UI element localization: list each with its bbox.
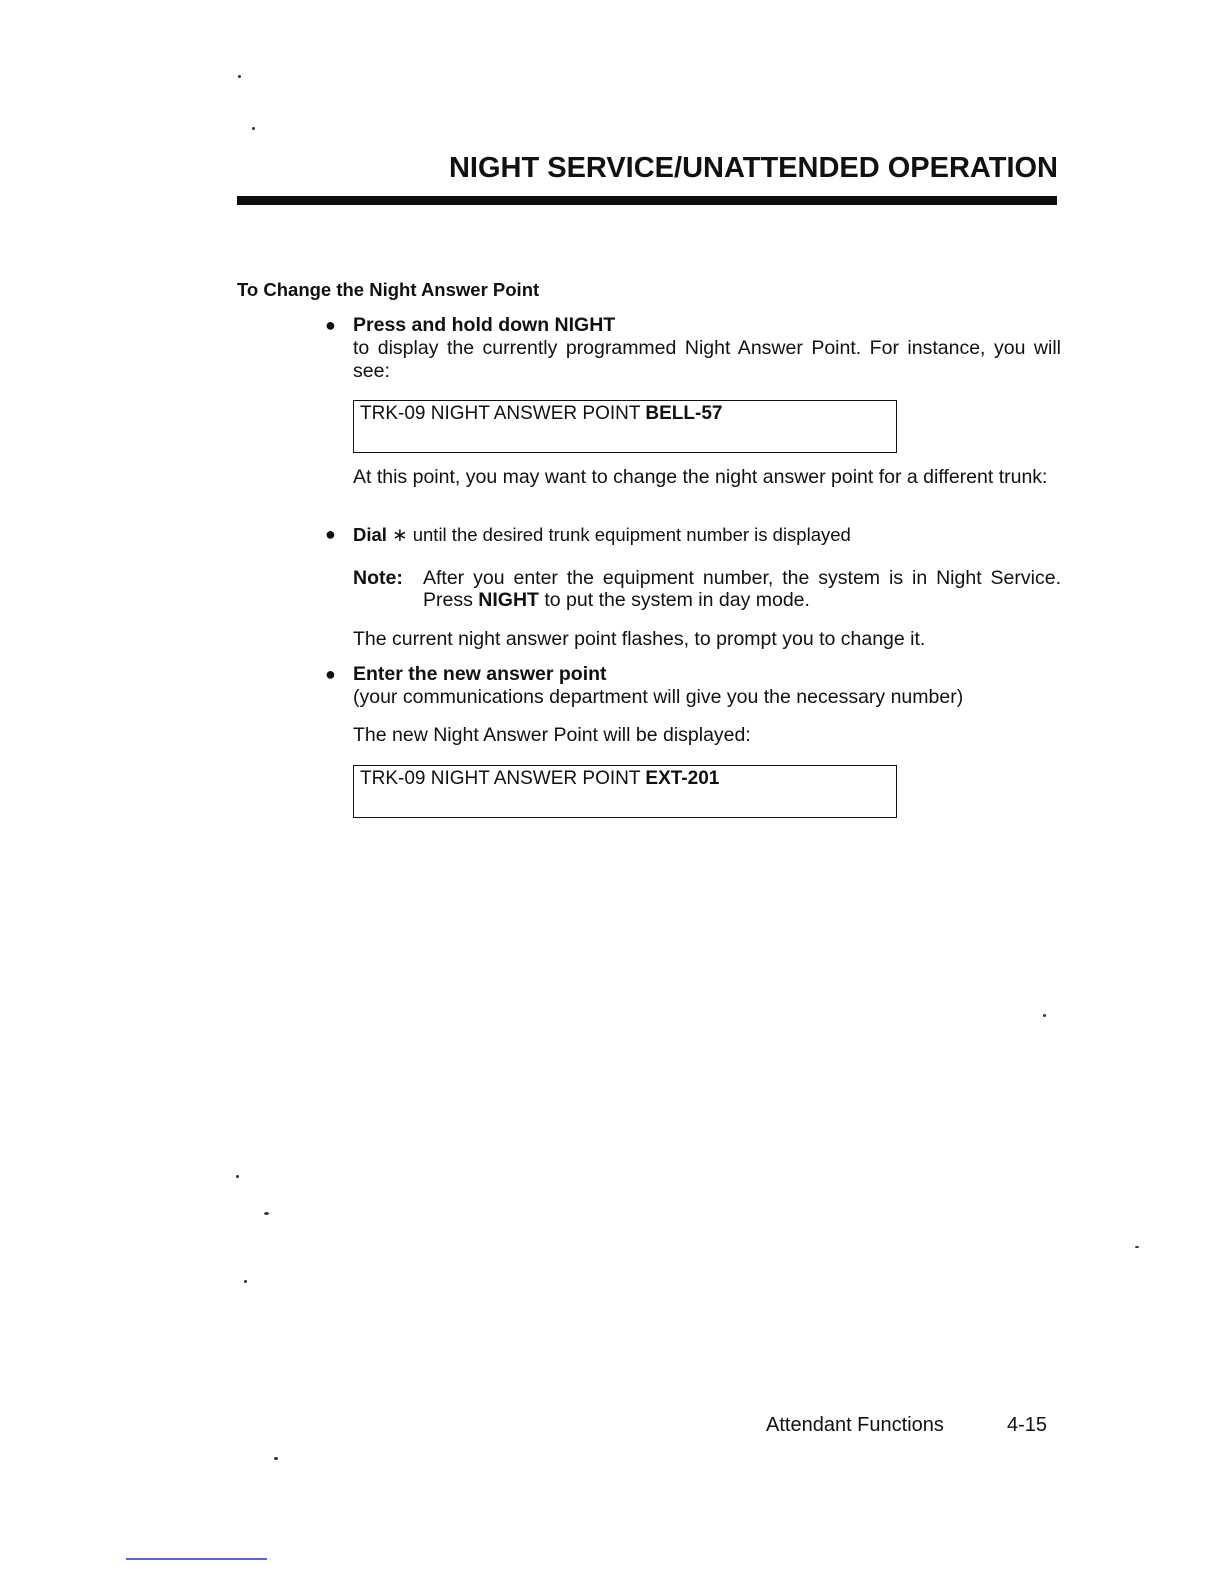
display-value: BELL-57 xyxy=(645,403,723,424)
bullet-icon: ● xyxy=(325,524,336,544)
note-label: Note: xyxy=(353,567,403,589)
scan-speck xyxy=(252,127,255,130)
scan-speck xyxy=(264,1212,269,1215)
star-icon: ∗ xyxy=(392,524,408,545)
note-key: NIGHT xyxy=(478,589,539,611)
note-body xyxy=(423,567,1061,611)
display-box-bell xyxy=(353,400,897,453)
scan-speck xyxy=(236,1175,239,1178)
paragraph-after-display: At this point, you may want to change the night answer point for a different trunk: xyxy=(353,466,1048,488)
display-box-ext xyxy=(353,765,897,818)
bullet-icon: ● xyxy=(325,315,336,335)
scan-speck xyxy=(244,1280,247,1283)
step-enter-answer-point xyxy=(325,663,1061,709)
display-value: EXT-201 xyxy=(645,768,720,789)
step-title: Enter the new answer point xyxy=(353,663,607,685)
page-title: NIGHT SERVICE/UNATTENDED OPERATION xyxy=(448,152,1058,184)
note xyxy=(353,567,1061,611)
scan-speck xyxy=(1135,1246,1139,1248)
paragraph-new-displayed: The new Night Answer Point will be displayed: xyxy=(353,724,751,746)
title-rule xyxy=(237,196,1057,205)
step-text: to display the currently programmed Night Answer Point. For instance, you will see: xyxy=(353,337,1061,382)
display-prefix: TRK-09 NIGHT ANSWER POINT xyxy=(360,768,641,789)
paragraph-flashes: The current night answer point flashes, to prompt you to change it. xyxy=(353,628,926,650)
step-title: Dial xyxy=(353,524,387,545)
step-title: Press and hold down NIGHT xyxy=(353,314,616,336)
scan-speck xyxy=(238,75,241,78)
display-prefix: TRK-09 NIGHT ANSWER POINT xyxy=(360,403,641,424)
step-text: (your communications department will give you the necessary number) xyxy=(353,686,964,708)
bullet-icon: ● xyxy=(325,664,336,684)
footer-page-number: 4-15 xyxy=(1007,1414,1048,1436)
step-press-hold-night xyxy=(325,314,1061,383)
step-text: until the desired trunk equipment number is displayed xyxy=(412,524,851,545)
scan-edge-line xyxy=(126,1558,267,1560)
scan-speck xyxy=(1043,1014,1046,1017)
note-text-after: to put the system in day mode. xyxy=(544,589,810,611)
footer-section-title: Attendant Functions xyxy=(766,1414,944,1436)
scan-speck xyxy=(274,1457,278,1460)
note-text-before: After you enter the equipment number, the system is in Night Service. Press xyxy=(423,567,1061,611)
section-heading: To Change the Night Answer Point xyxy=(237,279,540,300)
step-dial xyxy=(325,523,1061,546)
